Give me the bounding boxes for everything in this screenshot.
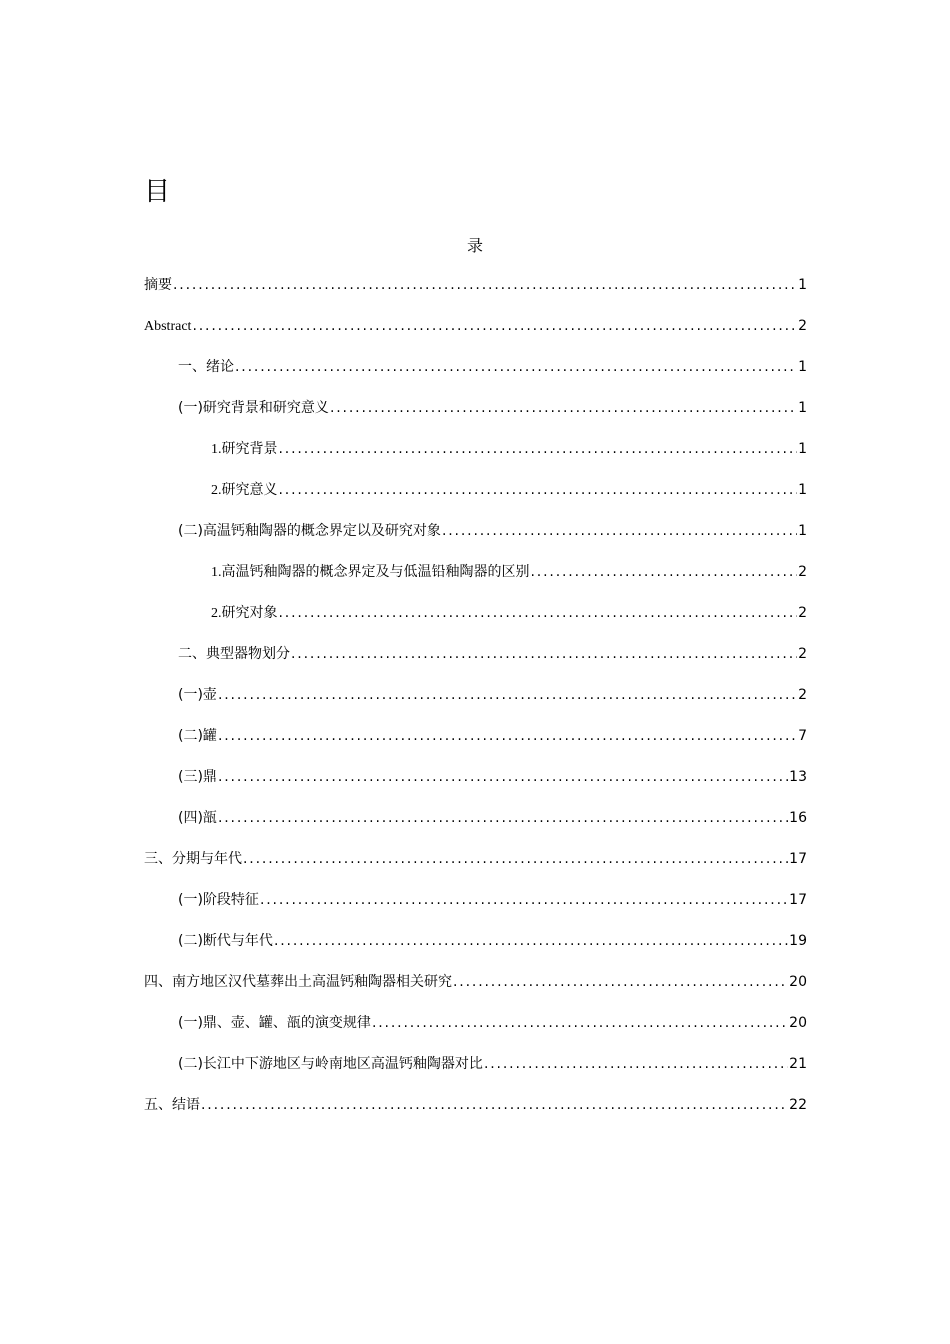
toc-dot-leader	[192, 317, 797, 335]
toc-entry-page-number: 20	[789, 1015, 807, 1031]
toc-entry[interactable]	[178, 522, 807, 540]
toc-entry-page-number: 17	[789, 892, 807, 908]
toc-dot-leader	[218, 768, 788, 786]
toc-entry-page-number: 1	[798, 441, 807, 457]
toc-entry[interactable]	[178, 645, 807, 663]
toc-entry[interactable]	[144, 1096, 807, 1114]
toc-entry[interactable]	[211, 604, 807, 623]
toc-entry-page-number: 22	[789, 1097, 807, 1113]
toc-entry-page-number: 17	[789, 851, 807, 867]
toc-entry[interactable]	[144, 973, 807, 991]
toc-entry[interactable]	[144, 850, 807, 868]
toc-dot-leader	[218, 686, 797, 704]
toc-dot-leader	[330, 399, 797, 417]
toc-entry-page-number: 1	[798, 277, 807, 293]
toc-entry[interactable]	[178, 1055, 807, 1073]
toc-entry[interactable]	[211, 563, 807, 582]
toc-dot-leader	[201, 1096, 788, 1114]
toc-entry-label: 2.研究对象	[211, 606, 278, 621]
toc-entry-label: Abstract	[144, 319, 192, 334]
toc-entry-label: 二、典型器物划分	[178, 646, 290, 662]
toc-entry[interactable]	[178, 358, 807, 376]
toc-dot-leader	[243, 850, 788, 868]
toc-entry-page-number: 2	[798, 687, 807, 703]
toc-entry-page-number: 2	[798, 318, 807, 334]
toc-dot-leader	[218, 727, 797, 745]
toc-entry-page-number: 19	[789, 933, 807, 949]
toc-dot-leader	[173, 276, 797, 294]
toc-dot-leader	[291, 645, 797, 663]
toc-entry[interactable]	[178, 727, 807, 745]
toc-entry-page-number: 13	[789, 769, 807, 785]
toc-entry-label: (一)鼎、壶、罐、瓿的演变规律	[178, 1015, 371, 1031]
toc-dot-leader	[274, 932, 788, 950]
toc-entry-label: (二)罐	[178, 728, 217, 744]
toc-entry-page-number: 2	[798, 605, 807, 621]
toc-dot-leader	[279, 604, 798, 622]
toc-entry-page-number: 1	[798, 523, 807, 539]
toc-dot-leader	[279, 440, 798, 458]
toc-dot-leader	[279, 481, 798, 499]
toc-entry-label: (四)瓿	[178, 810, 217, 826]
toc-dot-leader	[484, 1055, 788, 1073]
toc-entry-label: 1.研究背景	[211, 442, 278, 457]
toc-entry-page-number: 20	[789, 974, 807, 990]
toc-entry-label: (二)断代与年代	[178, 933, 273, 949]
toc-entry-page-number: 7	[798, 728, 807, 744]
toc-dot-leader	[260, 891, 788, 909]
toc-entry-label: 摘要	[144, 277, 172, 293]
toc-entry-page-number: 21	[789, 1056, 807, 1072]
toc-entry[interactable]	[144, 276, 807, 294]
toc-title-second-char: 录	[466, 236, 483, 255]
toc-entry[interactable]	[211, 481, 807, 500]
toc-entry[interactable]	[178, 891, 807, 909]
toc-entry[interactable]	[211, 440, 807, 459]
toc-entry[interactable]	[178, 399, 807, 417]
toc-entry-label: (一)研究背景和研究意义	[178, 400, 329, 416]
toc-entry-label: (一)阶段特征	[178, 892, 259, 908]
toc-entry-label: 一、绪论	[178, 359, 234, 375]
toc-entry-label: (三)鼎	[178, 769, 217, 785]
toc-entry-label: 五、结语	[144, 1097, 200, 1113]
toc-dot-leader	[442, 522, 797, 540]
toc-entry-page-number: 1	[798, 400, 807, 416]
toc-entry-page-number: 1	[798, 359, 807, 375]
toc-dot-leader	[531, 563, 798, 581]
toc-title-first-char: 目	[144, 177, 171, 207]
toc-entry-page-number: 2	[798, 564, 807, 580]
toc-entry[interactable]	[178, 1014, 807, 1032]
toc-dot-leader	[453, 973, 788, 991]
toc-entry-page-number: 16	[789, 810, 807, 826]
toc-entry-label: 三、分期与年代	[144, 851, 242, 867]
toc-entry[interactable]	[178, 686, 807, 704]
toc-dot-leader	[235, 358, 797, 376]
toc-entry[interactable]	[144, 317, 807, 336]
toc-dot-leader	[218, 809, 788, 827]
toc-entry-label: (一)壶	[178, 687, 217, 703]
toc-entry-label: 1.高温钙釉陶器的概念界定及与低温铅釉陶器的区别	[211, 565, 530, 580]
toc-entry[interactable]	[178, 932, 807, 950]
toc-entry-label: 四、南方地区汉代墓葬出土高温钙釉陶器相关研究	[144, 974, 452, 990]
toc-entry-page-number: 1	[798, 482, 807, 498]
toc-entry[interactable]	[178, 768, 807, 786]
toc-entry-page-number: 2	[798, 646, 807, 662]
toc-entry-label: 2.研究意义	[211, 483, 278, 498]
toc-entry-label: (二)长江中下游地区与岭南地区高温钙釉陶器对比	[178, 1056, 483, 1072]
toc-dot-leader	[372, 1014, 788, 1032]
toc-entry-label: (二)高温钙釉陶器的概念界定以及研究对象	[178, 523, 441, 539]
toc-entry[interactable]	[178, 809, 807, 827]
